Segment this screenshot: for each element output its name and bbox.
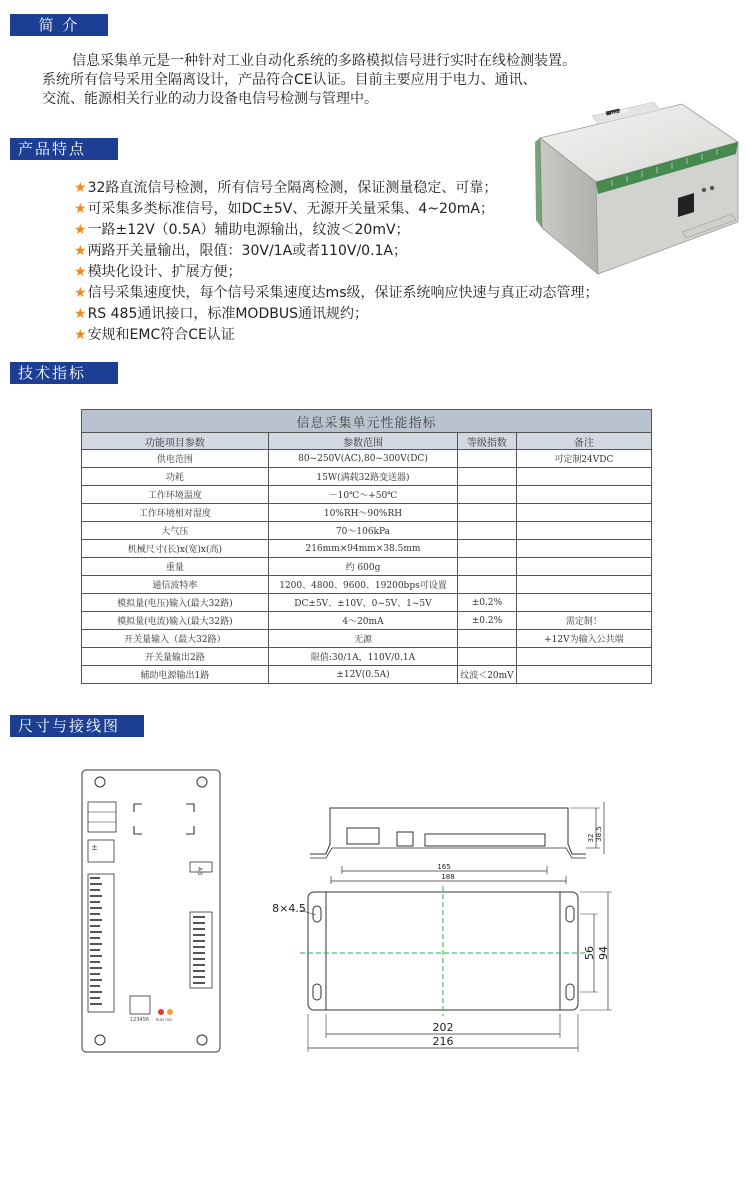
device-brand: ANCHOR — [609, 107, 628, 117]
feature-item: ★RS 485通讯接口，标准MODBUS通讯规约； — [74, 306, 368, 322]
feature-item: ★32路直流信号检测，所有信号全隔离检测，保证测量稳定、可靠； — [74, 180, 498, 196]
section-specs-header: 技术指标 — [10, 362, 118, 384]
table-row: 模拟量(电压)输入(最大32路) DC±5V、±10V、0~5V、1~5V ±0.2% — [82, 594, 652, 612]
spec-table-title: 信息采集单元性能指标 — [82, 410, 652, 433]
table-row: 辅助电源输出1路 ±12V(0.5A) 纹波＜20mV — [82, 666, 652, 684]
spec-header-cell: 功能项目参数 — [82, 433, 269, 450]
run-led-icon — [158, 1009, 164, 1015]
intro-text — [42, 52, 642, 109]
table-row: 功耗 15W(满载32路变送器) — [82, 468, 652, 486]
led-labels: RUN TXD — [156, 1018, 172, 1022]
ab-label: AB — [196, 867, 203, 876]
dim-188: 188 — [441, 873, 455, 881]
dim-56: 56 — [583, 946, 596, 960]
dim-94: 94 — [597, 946, 610, 960]
feature-item: ★模块化设计、扩展方便； — [74, 264, 242, 280]
table-row: 开关量输出2路 限值:30/1A，110V/0.1A — [82, 648, 652, 666]
table-row: 工作环境相对湿度 10%RH～90%RH — [82, 504, 652, 522]
section-intro-header: 简 介 — [10, 14, 108, 36]
spec-header-cell: 等级指数 — [458, 433, 517, 450]
feature-item: ★信号采集速度快，每个信号采集速度达ms级，保证系统响应快速与真正动态管理； — [74, 285, 599, 301]
dimension-drawing — [0, 740, 750, 1070]
mount-holes-label: 8×4.5 — [272, 902, 306, 915]
star-icon: ★ — [74, 243, 87, 259]
section-dimensions-header: 尺寸与接线图 — [10, 715, 144, 737]
dim-385: 38.5 — [595, 826, 603, 842]
star-icon: ★ — [74, 180, 87, 196]
star-icon: ★ — [74, 222, 87, 238]
dim-202: 202 — [432, 1021, 454, 1034]
table-row: 供电范围 80~250V(AC),80~300V(DC) 可定制24VDC — [82, 450, 652, 468]
table-row: 机械尺寸(长)x(宽)x(高) 216mm×94mm×38.5mm — [82, 540, 652, 558]
star-icon: ★ — [74, 264, 87, 280]
intro-line-2: 系统所有信号采用全隔离设计，产品符合CE认证。目前主要应用于电力、通讯、 — [42, 72, 537, 88]
side-view — [310, 802, 604, 884]
feature-item: ★两路开关量输出，限值：30V/1A或者110V/0.1A； — [74, 243, 408, 259]
table-row: 工作环境温度 －10℃～+50℃ — [82, 486, 652, 504]
feature-item: ★可采集多类标准信号，如DC±5V、无源开关量采集、4~20mA； — [74, 201, 494, 217]
feature-item: ★一路±12V（0.5A）辅助电源输出，纹波＜20mV； — [74, 222, 410, 238]
feature-list — [74, 178, 599, 346]
star-icon: ★ — [74, 327, 87, 343]
table-row: 重量 约 600g — [82, 558, 652, 576]
table-row: 大气压 70～106kPa — [82, 522, 652, 540]
feature-item: ★安规和EMC符合CE认证 — [74, 327, 235, 343]
star-icon: ★ — [74, 285, 87, 301]
dim-216: 216 — [432, 1035, 454, 1048]
txd-led-icon — [167, 1009, 173, 1015]
dip-switch-label: 123456 — [130, 1017, 150, 1023]
centerlines — [300, 886, 586, 1016]
table-row: 开关量输入（最大32路） 无源 +12V为输入公共端 — [82, 630, 652, 648]
spec-header-cell: 备注 — [516, 433, 651, 450]
top-view — [300, 892, 612, 1052]
intro-line-1: 信息采集单元是一种针对工业自动化系统的多路模拟信号进行实时在线检测装置。 — [72, 53, 576, 69]
spec-rows — [82, 450, 652, 684]
star-icon: ★ — [74, 306, 87, 322]
spec-header-cell: 参数范围 — [268, 433, 457, 450]
star-icon: ★ — [74, 201, 87, 217]
svg-text:±: ± — [91, 843, 98, 852]
table-row: 模拟量(电流)输入(最大32路) 4～20mA ±0.2% 需定制！ — [82, 612, 652, 630]
section-features-header: 产品特点 — [10, 138, 118, 160]
spec-table — [81, 409, 652, 684]
table-row: 通信波特率 1200、4800、9600、19200bps可设置 — [82, 576, 652, 594]
dim-32: 32 — [587, 833, 595, 843]
dim-165: 165 — [437, 863, 451, 871]
front-panel-view — [82, 770, 220, 1052]
device-photo — [532, 102, 744, 286]
intro-line-3: 交流、能源相关行业的动力设备电信号检测与管理中。 — [42, 91, 378, 107]
